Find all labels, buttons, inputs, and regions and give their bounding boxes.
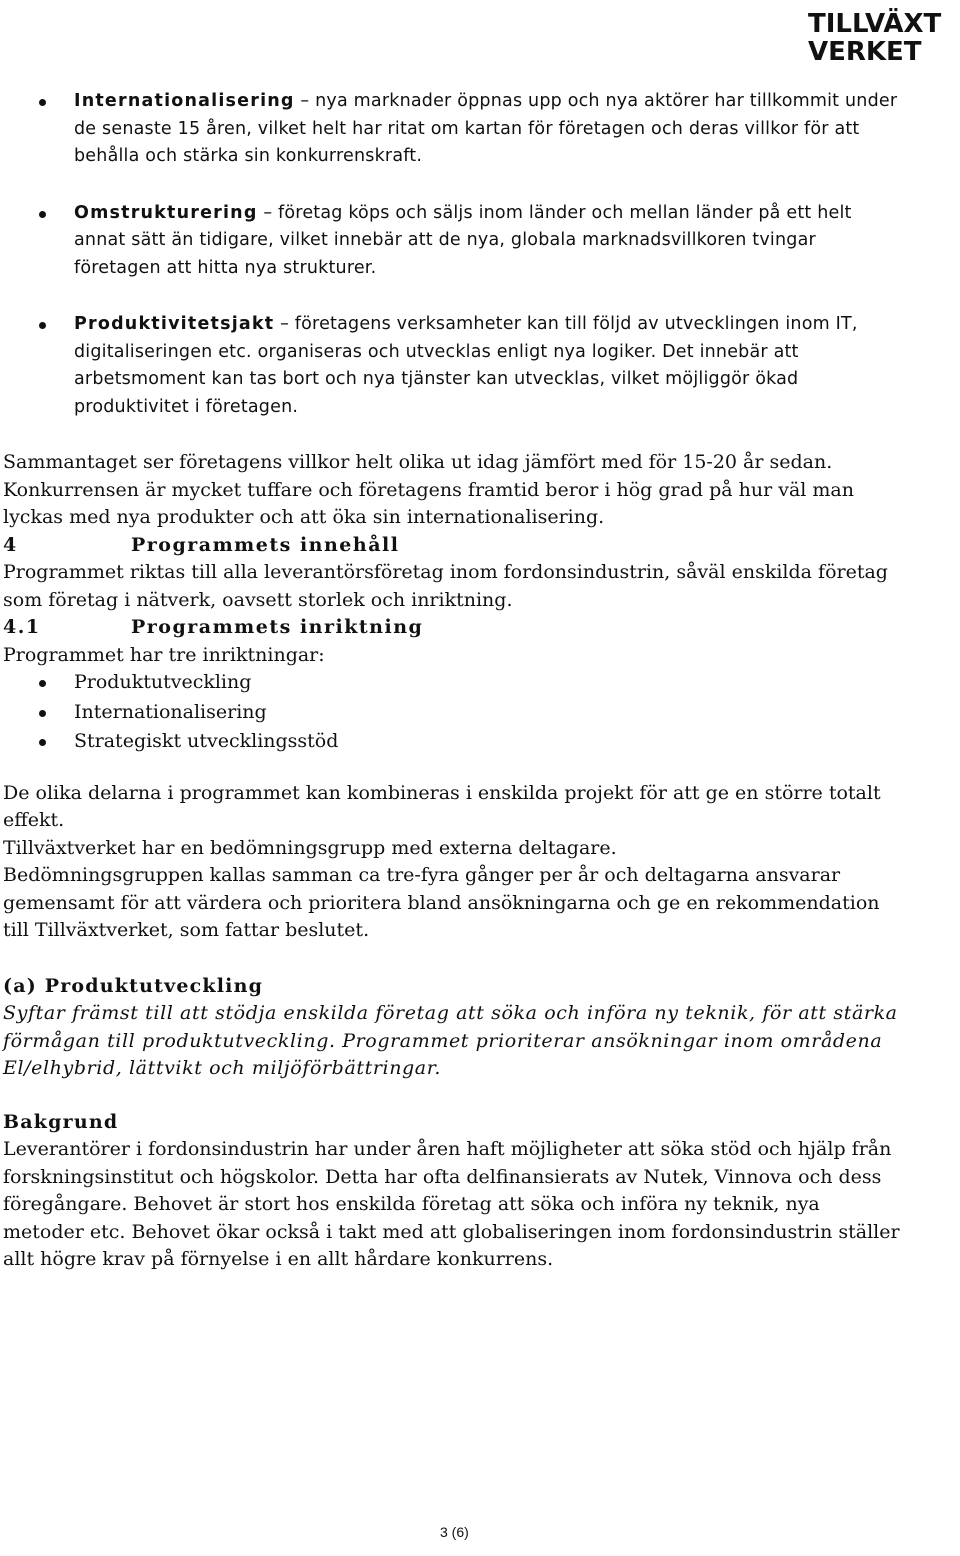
paragraph: Bedömningsgruppen kallas samman ca tre-fyra gånger per år och deltagarna ansvarar gemensamt för att värdera och prioritera bland ansökningarna och ge en rekommendation till Tillväxtverket, som fattar beslutet. — [3, 864, 880, 941]
section-number: 4 — [3, 533, 18, 556]
bullet-text: – företagens verksamheter kan till följd av utvecklingen inom IT, digitaliseringen etc. organiseras och utvecklas enligt nya logiker. Det innebär att arbetsmoment kan tas bort och nya tjänster kan utvecklas, vilket möjliggör ökad produktivitet i företagen. — [74, 314, 858, 417]
bullet-term: Produktivitetsjakt — [74, 314, 275, 334]
subheading-produktutveckling: (a) Produktutveckling — [3, 974, 264, 997]
bullet-term: Omstrukturering — [74, 202, 258, 223]
section-intro: Programmet har tre inriktningar: — [3, 643, 325, 666]
list-item — [3, 200, 903, 283]
subheading-bakgrund: Bakgrund — [3, 1110, 119, 1133]
list-item — [3, 311, 903, 421]
subsection-heading — [3, 614, 903, 642]
logo-line2: VERKET — [808, 37, 922, 64]
bullet-text: – företag köps och säljs inom länder och mellan länder på ett helt annat sätt än tidigare, vilket innebär att de nya, globala marknadsvillkoren tvingar företagen att hitta nya strukturer. — [74, 202, 852, 278]
section-number: 4.1 — [3, 616, 41, 638]
paragraph: Leverantörer i fordonsindustrin har under åren haft möjligheter att söka stöd och hjälp från forskningsinstitut och högskolor. Detta har ofta delfinansierats av Nutek, Vinnova och dess föregångare. Behovet är stort hos enskilda företag att söka och införa ny teknik, nya metoder etc. Behovet ökar också i takt med att globaliseringen inom fordonsindustrin ställer allt högre krav på förnyelse i en allt hårdare konkurrens. — [3, 1138, 900, 1270]
section-paragraph: Programmet riktas till alla leverantörsföretag inom fordonsindustrin, såväl enskilda företag som företag i nätverk, oavsett storlek och inriktning. — [3, 561, 888, 611]
bullet-term: Internationalisering — [74, 91, 295, 111]
document-body — [3, 88, 903, 1274]
paragraph: De olika delarna i programmet kan kombineras i enskilda projekt för att ge en större totalt effekt. — [3, 781, 881, 831]
section-title: Programmets innehåll — [131, 533, 400, 556]
tillvaxtverket-logo — [804, 6, 954, 64]
paragraph: Tillväxtverket har en bedömningsgrupp med externa deltagare. — [3, 836, 617, 859]
list-item: Internationalisering — [3, 699, 903, 727]
focus-list — [3, 669, 903, 756]
section-title: Programmets inriktning — [131, 616, 424, 638]
list-item — [3, 88, 903, 171]
logo-wordmark — [804, 6, 954, 64]
italic-paragraph: Syftar främst till att stödja enskilda företag att söka och införa ny teknik, för att stärka förmågan till produktutveckling. Programmet prioriterar ansökningar inom områdena El/elhybrid, lättvikt och miljöförbättringar. — [3, 1002, 898, 1079]
challenges-list — [3, 88, 903, 421]
list-item: Produktutveckling — [3, 669, 903, 697]
summary-paragraph: Sammantaget ser företagens villkor helt olika ut idag jämfört med för 15-20 år sedan. Konkurrensen är mycket tuffare och företagens framtid beror i hög grad på hur väl man lyckas med nya produkter och att öka sin internationalisering. — [3, 451, 854, 528]
page-number: 3 (6) — [440, 1524, 469, 1540]
bullet-text: – nya marknader öppnas upp och nya aktörer har tillkommit under de senaste 15 åren, vilket helt har ritat om kartan för företagen och deras villkor för att behålla och stärka sin konkurrenskraft. — [74, 91, 898, 166]
logo-line1: TILLVÄXT — [808, 9, 942, 39]
section-heading — [3, 532, 903, 560]
list-item: Strategiskt utvecklingsstöd — [3, 728, 903, 756]
